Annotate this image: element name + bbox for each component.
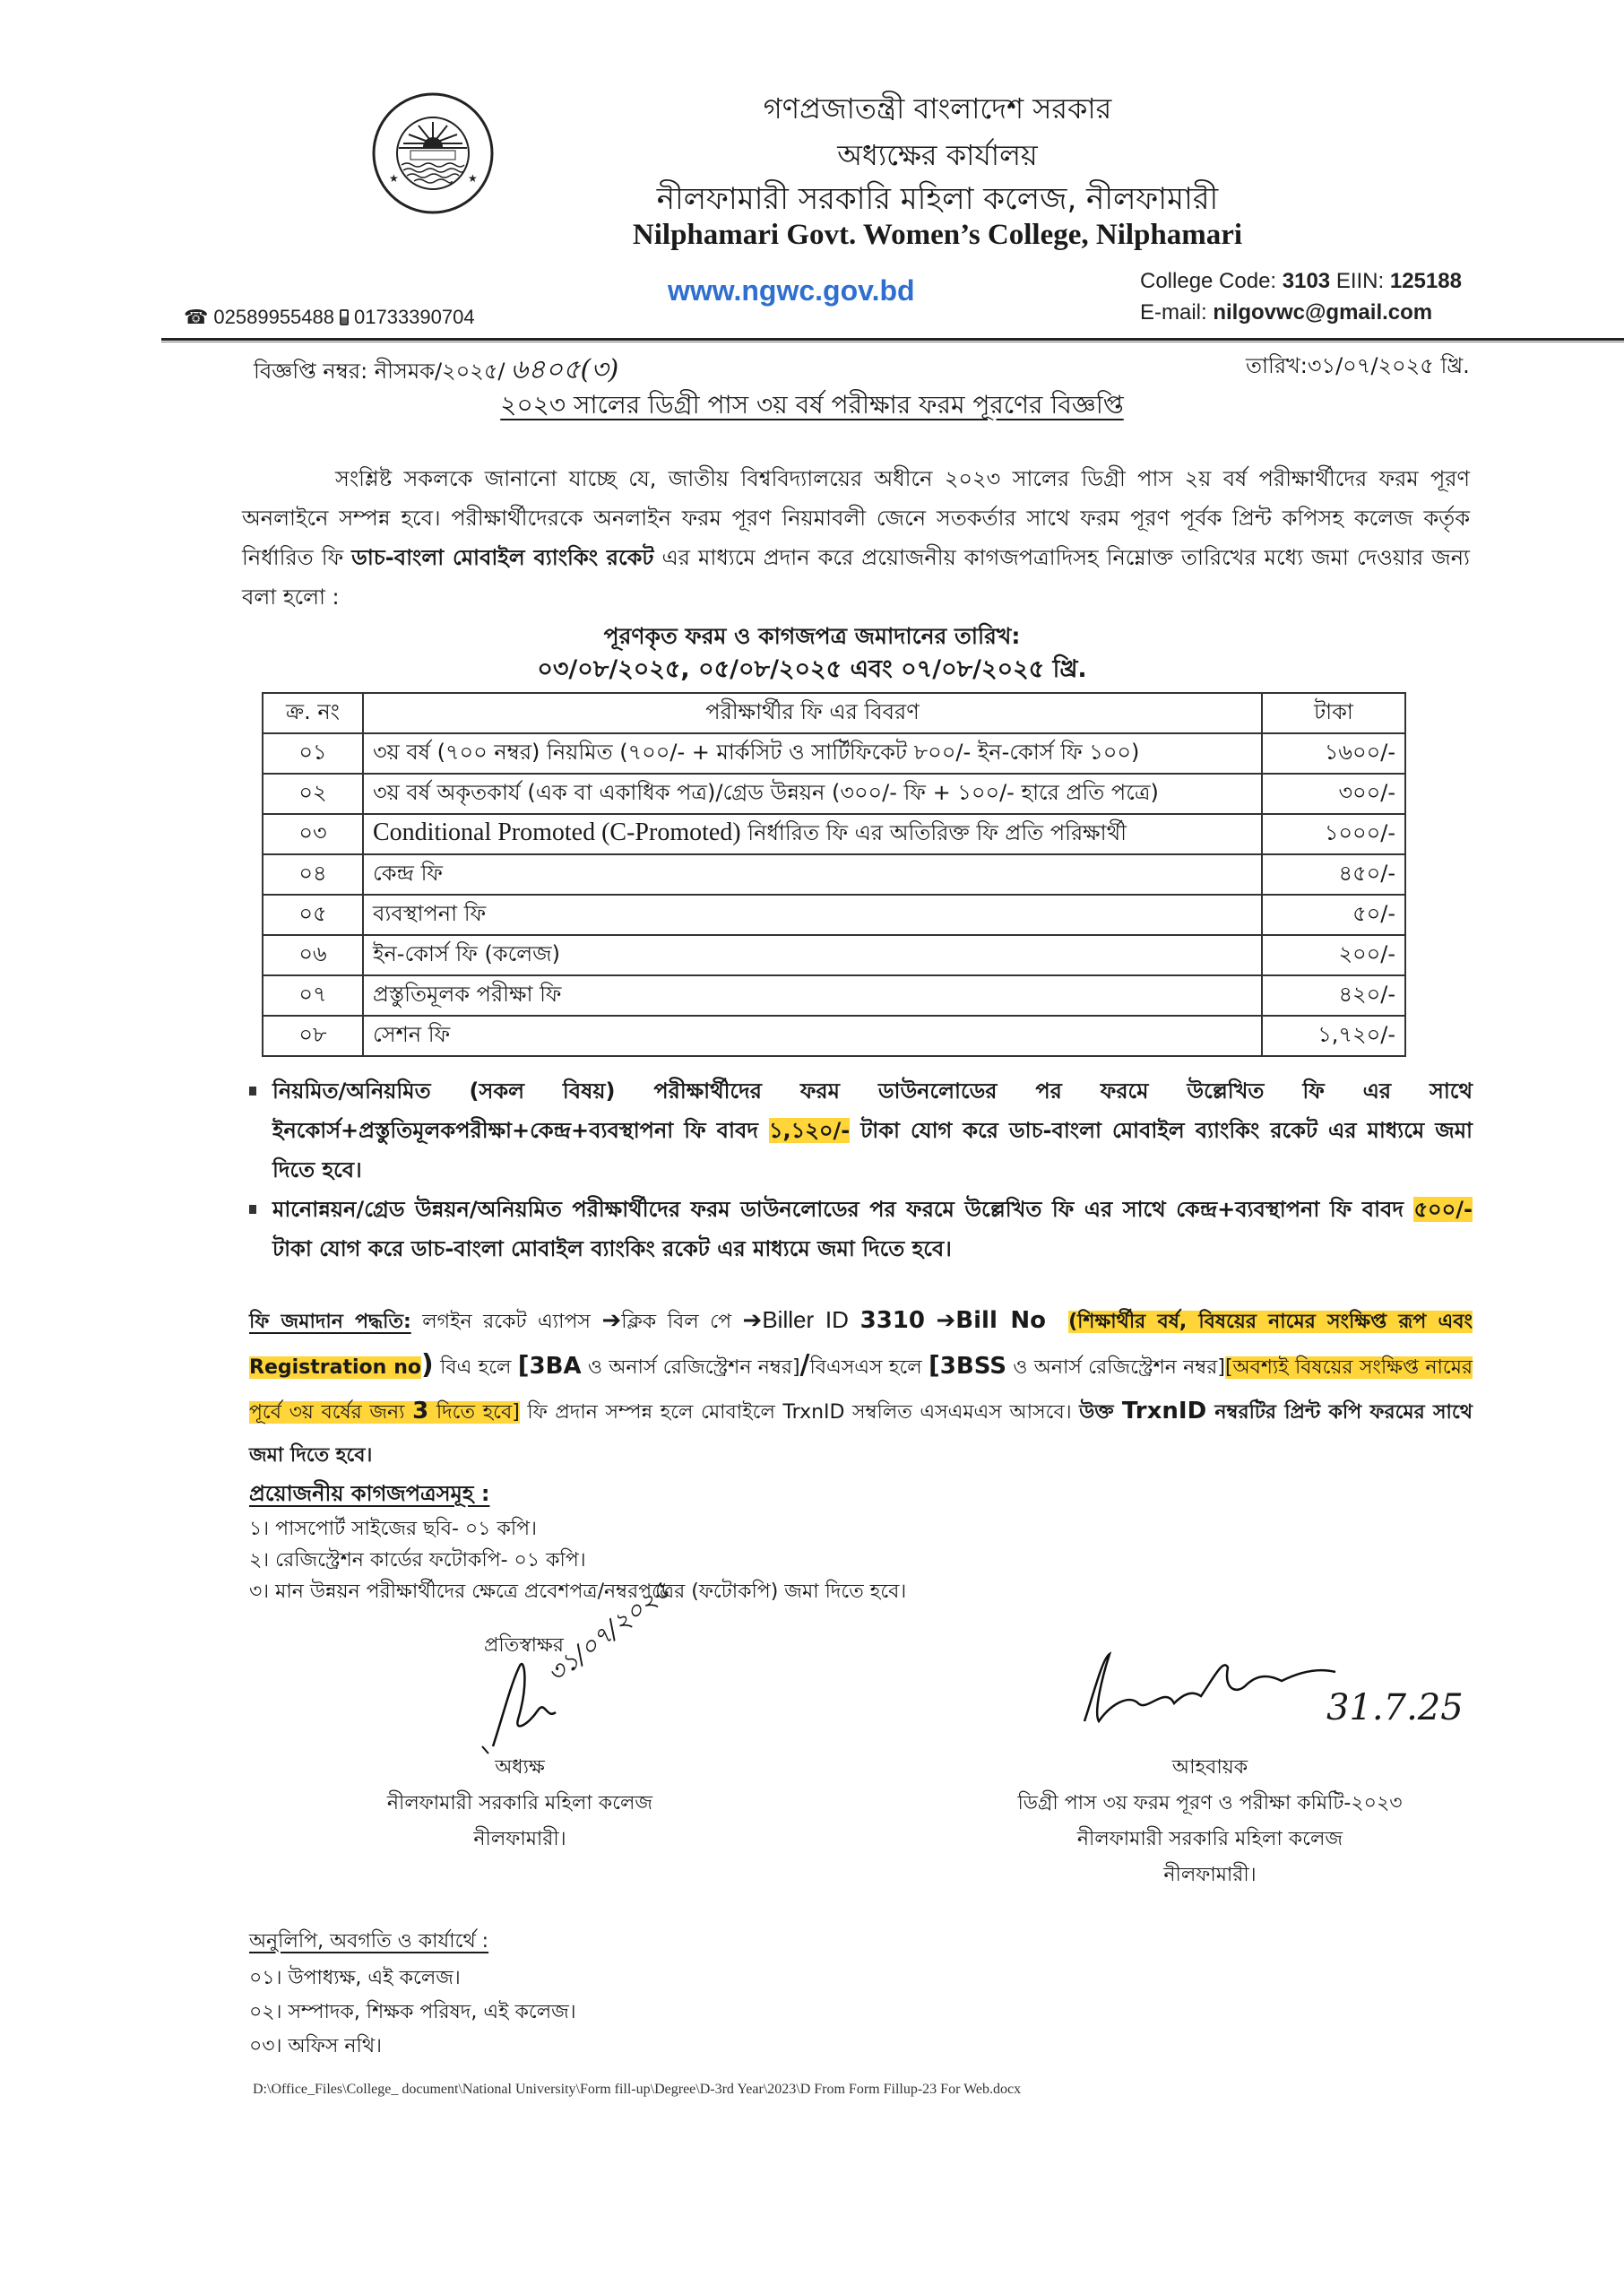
row-description: ৩য় বর্ষ (৭০০ নম্বর) নিয়মিত (৭০০/- + মার্কসিট ও সার্টিফিকেট ৮০০/- ইন-কোর্স ফি ১০০) bbox=[363, 733, 1262, 774]
bss-code: 3BSS bbox=[939, 1353, 1006, 1380]
principal-block bbox=[305, 1750, 735, 1858]
bullet-square-icon bbox=[249, 1087, 256, 1096]
row-serial: ০৩ bbox=[263, 814, 363, 854]
email-address[interactable]: nilgovwc@gmail.com bbox=[1213, 300, 1433, 325]
table-row bbox=[263, 854, 1405, 895]
row-serial: ০২ bbox=[263, 774, 363, 814]
row-amount: ৩০০/- bbox=[1262, 774, 1405, 814]
required-docs-heading: প্রয়োজনীয় কাগজপত্রসমূহ : bbox=[249, 1481, 490, 1506]
svg-text:★: ★ bbox=[468, 172, 478, 185]
ba-rest: ও অনার্স রেজিস্ট্রেশন নম্বর] bbox=[581, 1356, 800, 1379]
row-amount: ২০০/- bbox=[1262, 935, 1405, 975]
row-description: কেন্দ্র ফি bbox=[363, 854, 1262, 895]
memo-date-label: তারিখ: bbox=[1246, 353, 1308, 378]
list-item: ০৩। অফিস নথি। bbox=[249, 2035, 382, 2057]
ba-bracket: [ bbox=[517, 1350, 530, 1380]
payment-after-bold2: নম্বরটির প্রিন্ট কপি ফরমের সাথে জমা দিতে হবে। bbox=[249, 1401, 1473, 1467]
row-description: ইন-কোর্স ফি (কলেজ) bbox=[363, 935, 1262, 975]
row-serial: ০৬ bbox=[263, 935, 363, 975]
row-amount: ৪২০/- bbox=[1262, 975, 1405, 1016]
notice-title bbox=[0, 385, 1624, 428]
arrow-right-icon: ➔ bbox=[936, 1307, 956, 1334]
row-description: সেশন ফি bbox=[363, 1016, 1262, 1056]
website-link[interactable]: www.ngwc.gov.bd bbox=[668, 274, 915, 307]
year-prefix-highlight: [অবশ্যই বিষয়ের সংক্ষিপ্ত নামের পূর্বে ৩য় বর্ষের জন্য 3 দিতে হবে] bbox=[249, 1356, 1473, 1425]
memo-number-handwritten: ৬৪০৫(৩) bbox=[510, 354, 619, 385]
header-divider bbox=[161, 338, 1624, 341]
college-code-label: College Code: bbox=[1140, 269, 1283, 293]
principal-signature-date: ৩১/০৭/২০২৫ bbox=[541, 1574, 677, 1689]
row-description: ব্যবস্থাপনা ফি bbox=[363, 895, 1262, 935]
svg-text:★: ★ bbox=[389, 172, 399, 185]
convener-signature-date: 31.7.25 bbox=[1326, 1687, 1464, 1728]
memo-date-value: ৩১/০৭/২০২৫ খ্রি. bbox=[1307, 353, 1470, 378]
arrow-right-icon: ➔ bbox=[601, 1307, 622, 1334]
table-row bbox=[263, 1016, 1405, 1056]
payment-step-login: লগইন রকেট এ্যাপস bbox=[410, 1311, 602, 1333]
intro-payment-channel: ডাচ-বাংলা মোবাইল ব্যাংকিং রকেট bbox=[351, 545, 654, 570]
bullet-post: টাকা যোগ করে ডাচ-বাংলা মোবাইল ব্যাংকিং রকেট এর মাধ্যমে জমা দিতে হবে। bbox=[272, 1236, 952, 1261]
bullet-pre: মানোন্নয়ন/গ্রেড উন্নয়ন/অনিয়মিত পরীক্ষার্থীদের ফরম ডাউনলোডের পর ফরমে উল্লেখিত ফি এর সাথে কেন্দ্র+ব্যবস্থাপনা ফি বাবদ bbox=[272, 1197, 1414, 1222]
document-file-path: D:\Office_Files\College_ document\National University\Form fill-up\Degree\D-3rd Year\2023\D From Form Fillup-23 For Web.docx bbox=[253, 2082, 1022, 2097]
header-amount: টাকা bbox=[1262, 693, 1405, 733]
row-serial: ০৪ bbox=[263, 854, 363, 895]
bullet-highlight-amount: ১,১২০/- bbox=[768, 1118, 851, 1143]
cc-list bbox=[249, 1962, 576, 2064]
intro-part1: সংশ্লিষ্ট সকলকে জানানো যাচ্ছে যে, জাতীয় বিশ্ববিদ্যালয়ের অধীনে ২০২৩ সালের ডিগ্রী পাস ২য় বর্ষ পরীক্ষার্থীদের ফরম পূরণ অনলাইনে সম্পন্ন হবে। পরীক্ষার্থীদেরকে অনলাইন ফরম পূরণ নিয়মাবলী জেনে সতকর্তার সাথে ফরম পূরণ পূর্বক প্রিন্ট কপিসহ কলেজ কর্তৃক নির্ধারিত ফি bbox=[242, 466, 1470, 570]
header-serial: ক্র. নং bbox=[263, 693, 363, 733]
bullet-square-icon bbox=[249, 1205, 256, 1214]
row-amount: ১৬০০/- bbox=[1262, 733, 1405, 774]
arrow-right-icon: ➔ bbox=[742, 1307, 763, 1334]
mobile-number: 01733390704 bbox=[354, 306, 475, 328]
telephone-icon: ☎ bbox=[184, 306, 209, 328]
principal-title: অধ্যক্ষ bbox=[495, 1756, 545, 1779]
payment-method-label: ফি জমাদান পদ্ধতি: bbox=[249, 1311, 411, 1333]
email-line bbox=[1140, 300, 1432, 325]
bullet-item bbox=[249, 1190, 1473, 1269]
convener-place: নীলফামারী। bbox=[1163, 1864, 1257, 1886]
list-item: ১। পাসপোর্ট সাইজের ছবি- ০১ কপি। bbox=[249, 1518, 537, 1540]
cc-heading: অনুলিপি, অবগতি ও কার্যার্থে : bbox=[249, 1930, 489, 1953]
biller-id-label: Biller ID bbox=[762, 1306, 860, 1333]
row-amount: ৫০/- bbox=[1262, 895, 1405, 935]
row-description bbox=[363, 814, 1262, 854]
mobile-phone-icon bbox=[340, 309, 349, 325]
college-code-line bbox=[1140, 269, 1462, 294]
convener-block bbox=[887, 1750, 1533, 1893]
memo-date bbox=[1246, 350, 1470, 385]
countersign-label: প্রতিস্বাক্ষর bbox=[484, 1634, 564, 1657]
bullet-pre: নিয়মিত/অনিয়মিত (সকল বিষয়) পরীক্ষার্থীদের ফরম ডাউনলোডের পর ফরমে উল্লেখিত ফি এর সাথে ইনকোর্স+প্রস্তুতিমূলকপরীক্ষা+কেন্দ্র+ব্যবস্থাপনা ফি বাবদ bbox=[272, 1078, 1473, 1143]
convener-committee: ডিগ্রী পাস ৩য় ফরম পূরণ ও পরীক্ষা কমিটি-২০২৩ bbox=[1017, 1792, 1403, 1814]
payment-step-billpay: ক্লিক বিল পে bbox=[621, 1311, 743, 1333]
convener-signature bbox=[1067, 1641, 1464, 1739]
bullet-post: টাকা যোগ করে ডাচ-বাংলা মোবাইল ব্যাংকিং রকেট এর মাধ্যমে জমা দিতে হবে। bbox=[272, 1118, 1473, 1182]
memo-number-label: বিজ্ঞপ্তি নম্বর: নীসমক/২০২৫/ bbox=[254, 359, 505, 384]
bill-no-format-highlight: (শিক্ষার্থীর বর্ষ, বিষয়ের নামের সংক্ষিপ্ত রূপ এবং Registration no bbox=[249, 1311, 1473, 1379]
bss-text: বিএসএস হলে bbox=[809, 1356, 929, 1379]
row-serial: ০৭ bbox=[263, 975, 363, 1016]
email-label: E-mail: bbox=[1140, 300, 1214, 325]
submission-dates: ০৩/০৮/২০২৫, ০৫/০৮/২০২৫ এবং ০৭/০৮/২০২৫ খ্রি. bbox=[537, 655, 1087, 683]
ba-text: বিএ হলে bbox=[433, 1356, 518, 1379]
govt-name: গণপ্রজাতন্ত্রী বাংলাদেশ সরকার bbox=[763, 91, 1112, 126]
row-description: প্রস্তুতিমূলক পরীক্ষা ফি bbox=[363, 975, 1262, 1016]
contact-line bbox=[184, 306, 475, 329]
principal-place: নীলফামারী। bbox=[473, 1828, 566, 1850]
convener-title: আহবায়ক bbox=[1171, 1756, 1248, 1779]
college-name-bn: নীলফামারী সরকারি মহিলা কলেজ, নীলফামারী bbox=[656, 181, 1219, 217]
row-description-en: Conditional Promoted (C-Promoted) bbox=[373, 818, 741, 846]
row-description: ৩য় বর্ষ অকৃতকার্য (এক বা একাধিক পত্র)/গ্রেড উন্নয়ন (৩০০/- ফি + ১০০/- হারে প্রতি পত্রে) bbox=[363, 774, 1262, 814]
row-description-bn: নির্ধারিত ফি এর অতিরিক্ত ফি প্রতি পরিক্ষার্থী bbox=[740, 819, 1127, 845]
table-row bbox=[263, 774, 1405, 814]
phone-number: 02589955488 bbox=[213, 306, 334, 328]
instruction-bullets bbox=[249, 1071, 1473, 1269]
office-name: অধ্যক্ষের কার্যালয় bbox=[837, 138, 1038, 172]
ba-code: 3BA bbox=[529, 1353, 582, 1380]
payment-after-bold: উক্ত bbox=[1079, 1401, 1122, 1424]
row-amount: ১,৭২০/- bbox=[1262, 1016, 1405, 1056]
notice-title-text: ২০২৩ সালের ডিগ্রী পাস ৩য় বর্ষ পরীক্ষার ফরম পূরণের বিজ্ঞপ্তি bbox=[500, 390, 1124, 420]
submission-heading: পূরণকৃত ফরম ও কাগজপত্র জমাদানের তারিখ: bbox=[603, 623, 1021, 649]
slash-separator: / bbox=[799, 1349, 810, 1381]
row-amount: ৪৫০/- bbox=[1262, 854, 1405, 895]
trxn-id-label: TrxnID bbox=[1121, 1398, 1207, 1425]
signature-scribble-icon bbox=[475, 1648, 780, 1755]
biller-id: 3310 bbox=[860, 1307, 925, 1334]
college-name-en: Nilphamari Govt. Women’s College, Nilphamari bbox=[632, 219, 1243, 251]
row-serial: ০১ bbox=[263, 733, 363, 774]
table-row bbox=[263, 935, 1405, 975]
list-item: ৩। মান উন্নয়ন পরীক্ষার্থীদের ক্ষেত্রে প্রবেশপত্র/নম্বরপত্রের (ফটোকপি) জমা দিতে হবে। bbox=[249, 1581, 907, 1603]
close-paren: ) bbox=[421, 1349, 434, 1381]
bullet-highlight-amount: ৫০০/- bbox=[1413, 1197, 1473, 1222]
row-amount: ১০০০/- bbox=[1262, 814, 1405, 854]
college-code: 3103 bbox=[1282, 269, 1331, 293]
fee-table-header bbox=[263, 693, 1405, 733]
table-row bbox=[263, 975, 1405, 1016]
bill-no-label: Bill No bbox=[955, 1307, 1047, 1334]
principal-org: নীলফামারী সরকারি মহিলা কলেজ bbox=[386, 1792, 653, 1814]
bss-rest: ও অনার্স রেজিস্ট্রেশন নম্বর] bbox=[1006, 1356, 1225, 1379]
payment-after: ফি প্রদান সম্পন্ন হলে মোবাইলে TrxnID সম্বলিত এসএমএস আসবে। bbox=[519, 1401, 1080, 1424]
required-docs-list bbox=[249, 1513, 906, 1607]
bss-bracket: [ bbox=[928, 1350, 940, 1380]
intro-part2: এর মাধ্যমে প্রদান করে প্রয়োজনীয় কাগজপত্রাদিসহ নিম্নোক্ত তারিখের মধ্যে জমা দেওয়ার জন্য বলা হলো : bbox=[242, 545, 1471, 610]
bullet-item bbox=[249, 1071, 1473, 1190]
eiin-code: 125188 bbox=[1389, 269, 1462, 293]
table-row bbox=[263, 895, 1405, 935]
table-row bbox=[263, 733, 1405, 774]
fee-table bbox=[262, 692, 1406, 1057]
list-item: ২। রেজিস্ট্রেশন কার্ডের ফটোকপি- ০১ কপি। bbox=[249, 1549, 586, 1572]
intro-paragraph bbox=[242, 459, 1470, 617]
row-serial: ০৫ bbox=[263, 895, 363, 935]
row-serial: ০৮ bbox=[263, 1016, 363, 1056]
convener-org: নীলফামারী সরকারি মহিলা কলেজ bbox=[1076, 1828, 1343, 1850]
list-item: ০২। সম্পাদক, শিক্ষক পরিষদ, এই কলেজ। bbox=[249, 2001, 576, 2023]
list-item: ০১। উপাধ্যক্ষ, এই কলেজ। bbox=[249, 1967, 461, 1989]
header-description: পরীক্ষার্থীর ফি এর বিবরণ bbox=[363, 693, 1262, 733]
eiin-label: EIIN: bbox=[1330, 269, 1390, 293]
payment-method bbox=[249, 1298, 1473, 1477]
table-row bbox=[263, 814, 1405, 854]
